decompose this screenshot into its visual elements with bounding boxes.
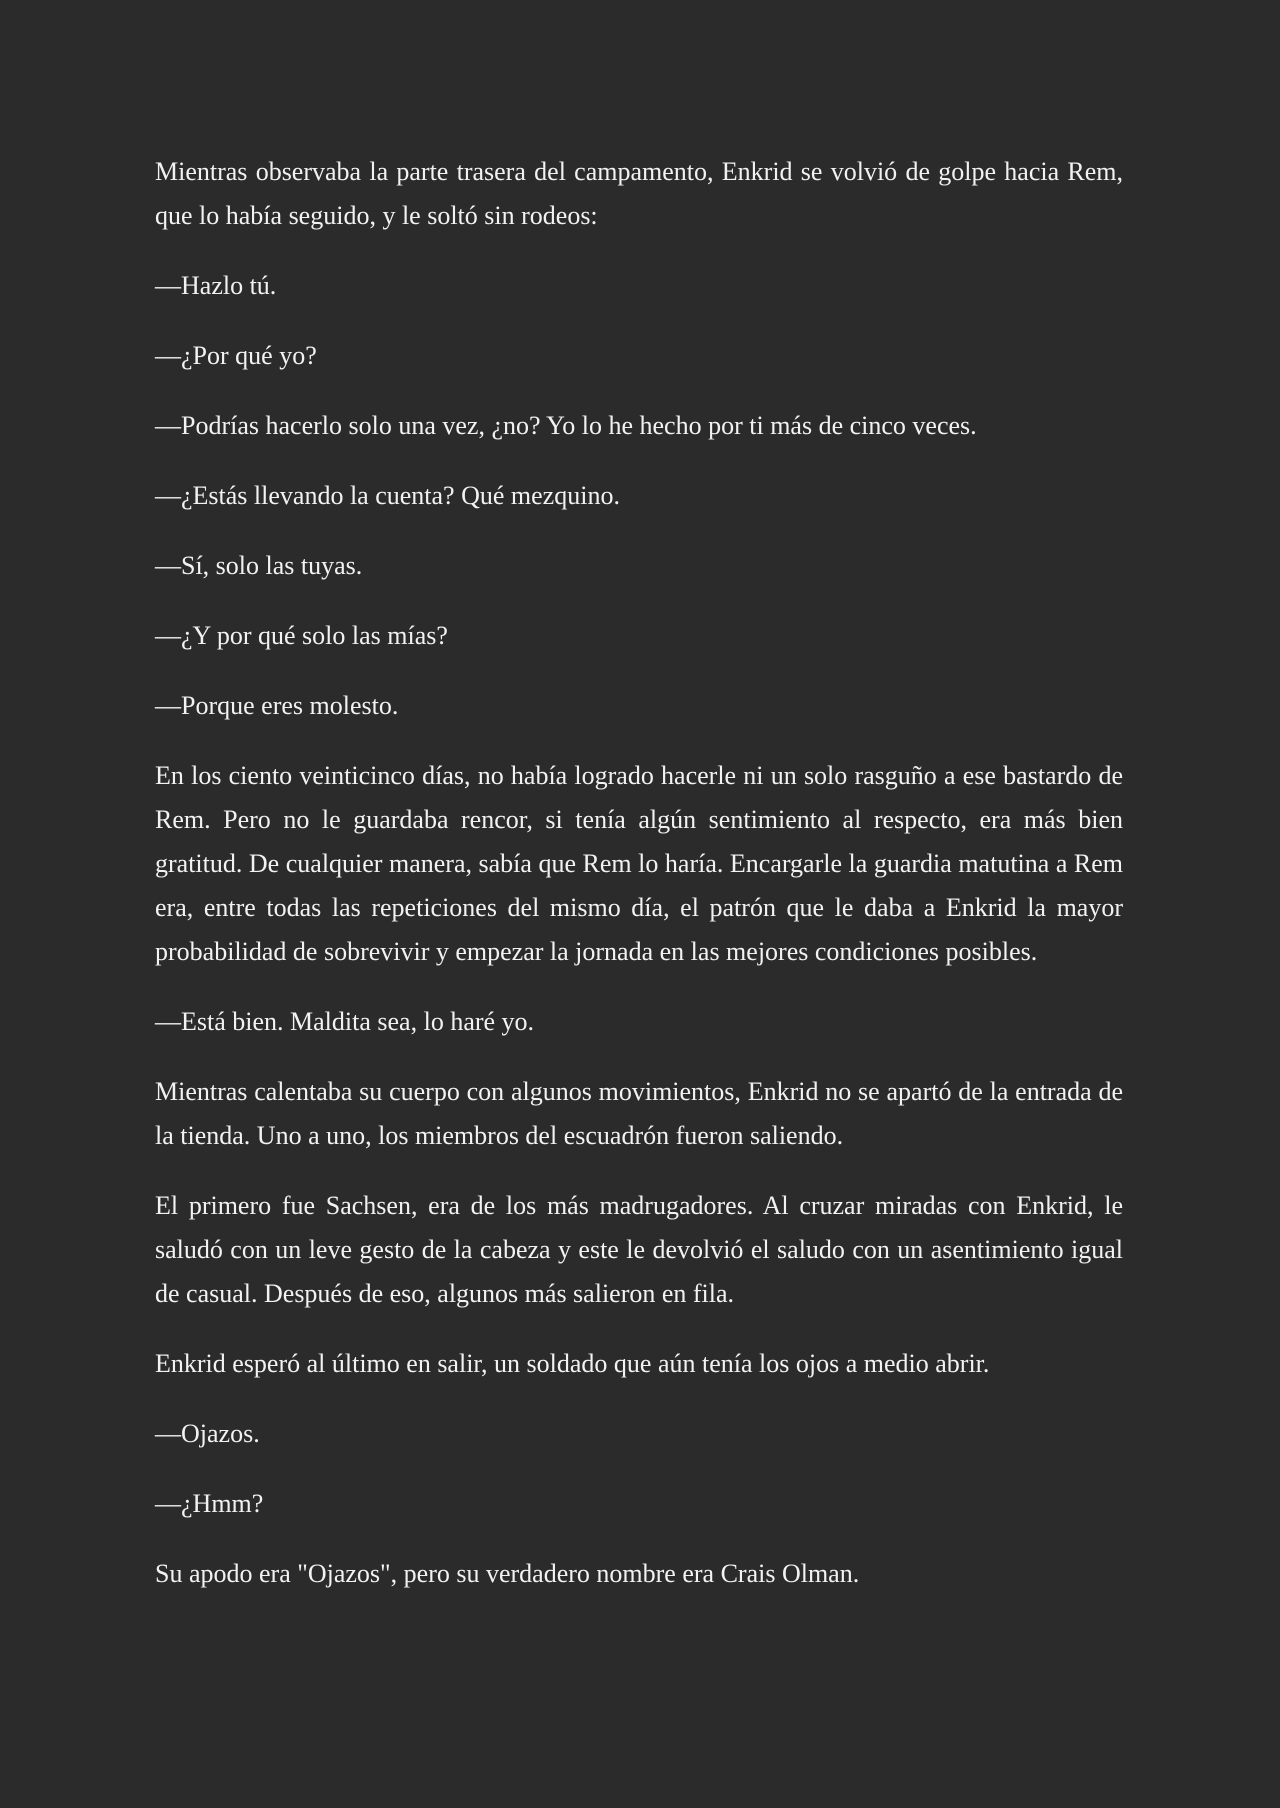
paragraph-dialogue: —¿Por qué yo? — [155, 341, 317, 370]
paragraph-dialogue: —Podrías hacerlo solo una vez, ¿no? Yo lo he hecho por ti más de cinco veces. — [155, 411, 977, 440]
paragraph-narration: En los ciento veinticinco días, no había logrado hacerle ni un solo rasguño a ese bastardo de Rem. Pero no le guardaba rencor, si tenía algún sentimiento al respecto, era más bien gratitud. De cualquier manera, sabía que Rem lo haría. Encargarle la guardia matutina a Rem era, entre todas las repeticiones del mismo día, el patrón que le daba a Enkrid la mayor probabilidad de sobrevivir y empezar la jornada en las mejores condiciones posibles. — [155, 761, 1123, 966]
paragraph-dialogue: —¿Hmm? — [155, 1489, 264, 1518]
paragraph-narration: Mientras calentaba su cuerpo con algunos movimientos, Enkrid no se apartó de la entrada de la tienda. Uno a uno, los miembros del escuadrón fueron saliendo. — [155, 1077, 1123, 1150]
paragraph-dialogue: —Está bien. Maldita sea, lo haré yo. — [155, 1007, 535, 1036]
paragraph-dialogue: —Hazlo tú. — [155, 271, 277, 300]
paragraph-narration: Mientras observaba la parte trasera del campamento, Enkrid se volvió de golpe hacia Rem, que lo había seguido, y le soltó sin rodeos: — [155, 157, 1123, 230]
paragraph-narration: El primero fue Sachsen, era de los más madrugadores. Al cruzar miradas con Enkrid, le saludó con un leve gesto de la cabeza y este le devolvió el saludo con un asentimiento igual de casual. Después de eso, algunos más salieron en fila. — [155, 1191, 1123, 1308]
paragraph-dialogue: —Sí, solo las tuyas. — [155, 551, 363, 580]
paragraph-dialogue: —¿Estás llevando la cuenta? Qué mezquino. — [155, 481, 620, 510]
paragraph-narration: Enkrid esperó al último en salir, un soldado que aún tenía los ojos a medio abrir. — [155, 1349, 990, 1378]
paragraph-dialogue: —Porque eres molesto. — [155, 691, 399, 720]
paragraph-dialogue: —Ojazos. — [155, 1419, 260, 1448]
paragraph-dialogue: —¿Y por qué solo las mías? — [155, 621, 448, 650]
paragraph-narration: Su apodo era "Ojazos", pero su verdadero nombre era Crais Olman. — [155, 1559, 860, 1588]
